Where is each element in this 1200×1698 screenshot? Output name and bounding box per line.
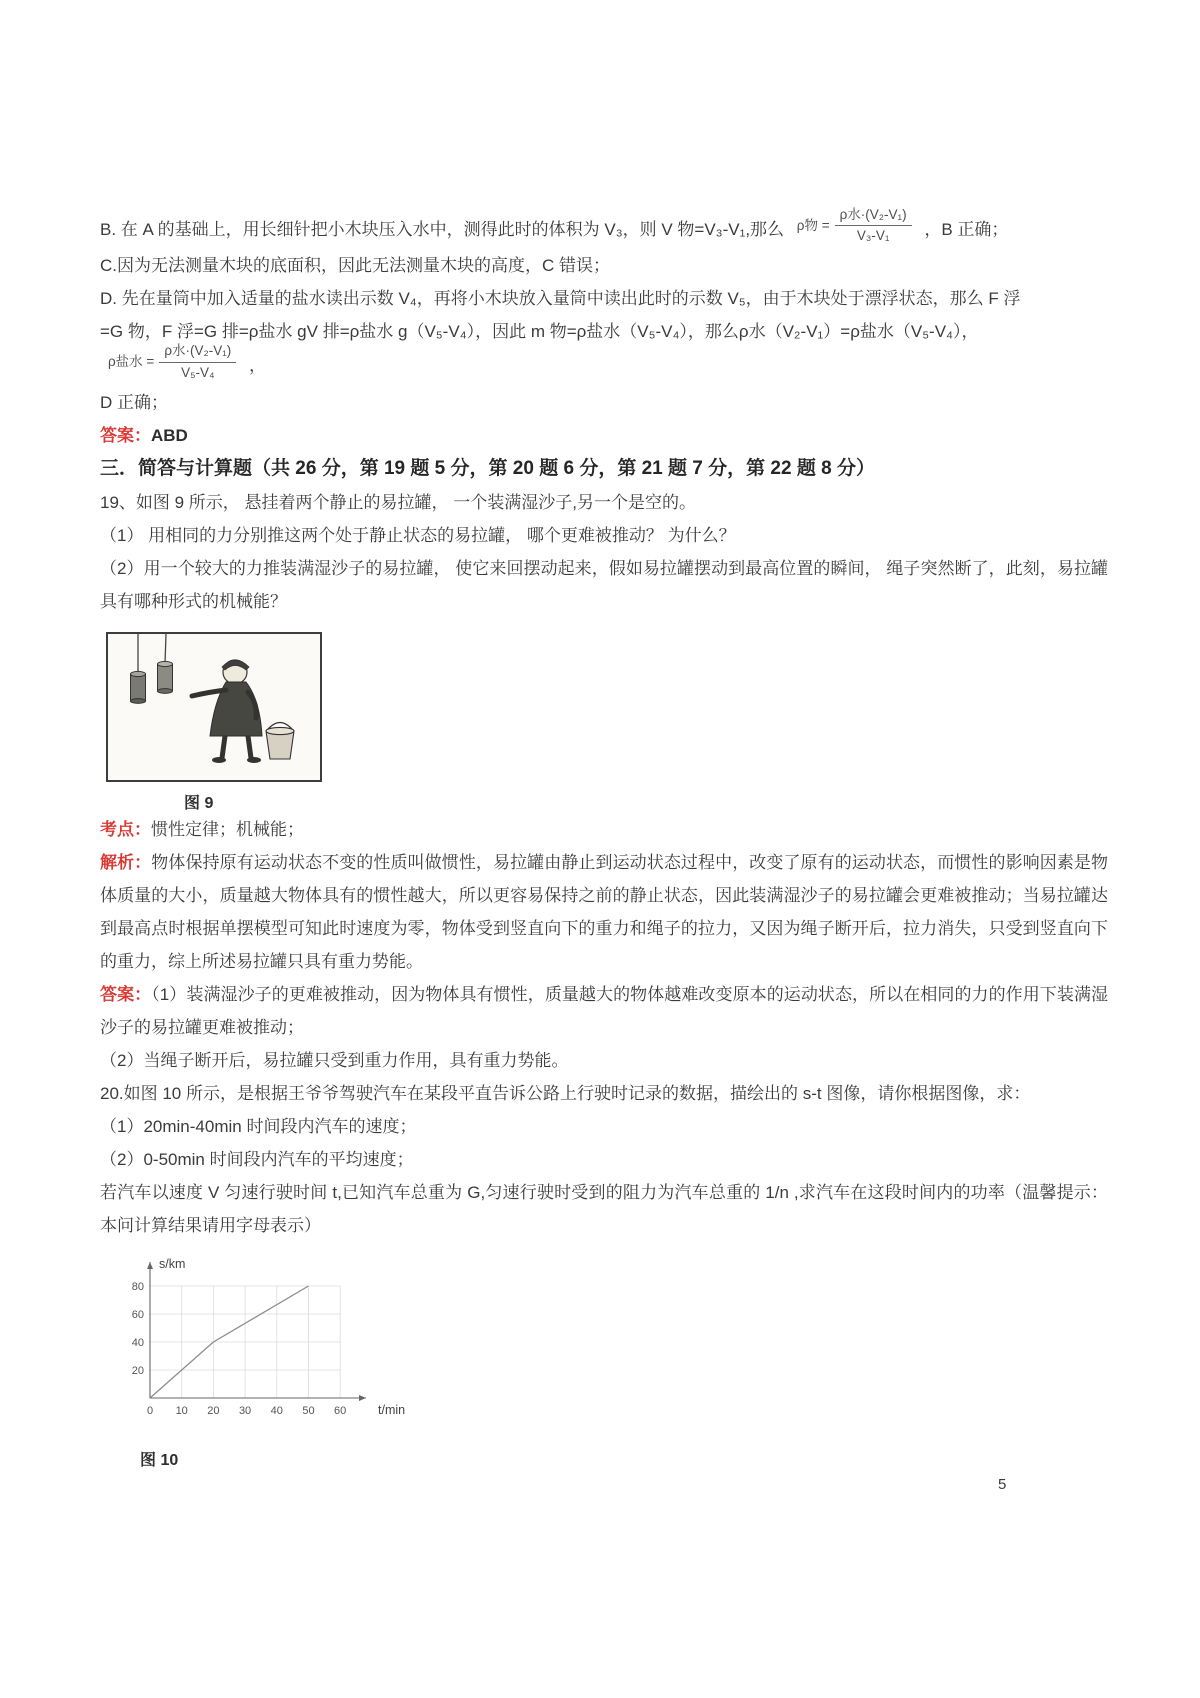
figure-10-chart (108, 1256, 1108, 1433)
figure-9-sketch (108, 634, 316, 776)
formula1-lhs: ρ物 = (796, 217, 830, 233)
kaodian-text: 惯性定律；机械能； (151, 819, 304, 839)
formula-density-saltwater (108, 343, 236, 380)
q20-part3: 若汽车以速度 V 匀速行驶时间 t,已知汽车总重为 G,匀速行驶时受到的阻力为汽车总重的 1/n ,求汽车在这段时间内的功率（温馨提示：本问计算结果请用字母表示） (100, 1182, 1108, 1235)
document-content (100, 207, 1109, 1470)
y-tick-label: 40 (131, 1336, 144, 1349)
formula1-fraction (835, 207, 912, 244)
q19-jiexi (100, 846, 1108, 978)
x-tick-label: 50 (302, 1404, 315, 1417)
formula1-denominator: V₃-V₁ (856, 228, 890, 244)
formula2-numerator: ρ水·(V₂-V₁) (159, 343, 236, 362)
solution-answer-line (100, 419, 1108, 452)
solution-line-d3: D 正确； (100, 392, 168, 412)
answer-label: 答案： (100, 425, 151, 445)
q19-answer1 (100, 978, 1108, 1044)
x-tick-label: 60 (334, 1404, 347, 1417)
q19-kaodian (100, 813, 1108, 846)
formula2-lhs: ρ盐水 = (108, 353, 155, 369)
q19-part2: （2）用一个较大的力推装满湿沙子的易拉罐， 使它来回摆动起来，假如易拉罐摆动到最高位置的瞬间， 绳子突然断了，此刻，易拉罐具有哪种形式的机械能？ (100, 558, 1108, 611)
solution-line-d1: D. 先在量筒中加入适量的盐水读出示数 V₄，再将小木块放入量筒中读出此时的示数 V₅，由于木块处于漂浮状态，那么 F 浮 (100, 289, 1021, 309)
bucket (266, 722, 294, 759)
q20-part1: （1）20min-40min 时间段内汽车的速度； (100, 1116, 417, 1136)
formula-density-wood (797, 207, 912, 244)
solution-line-c: C.因为无法测量木块的底面积，因此无法测量木块的高度，C 错误； (100, 256, 610, 276)
y-tick-label: 60 (131, 1308, 144, 1321)
st-graph-svg (108, 1256, 418, 1428)
formula2-denominator: V₅-V₄ (181, 364, 215, 380)
x-tick-label: 20 (207, 1404, 220, 1417)
can-right (158, 661, 173, 693)
person-figure (192, 660, 262, 763)
x-tick-label: 10 (175, 1404, 188, 1417)
y-tick-label: 20 (131, 1364, 144, 1377)
formula2-fraction (159, 343, 236, 380)
q19-answer2: （2）当绳子断开后，易拉罐只受到重力作用，具有重力势能。 (100, 1050, 569, 1070)
page-number: 5 (998, 1476, 1007, 1493)
figure-9-illustration (106, 632, 322, 782)
line-d2-text-pre: =G 物，F 浮=G 排=ρ盐水 gV 排=ρ盐水 g（V₅-V₄），因此 m 物=ρ盐水（V₅-V₄），那么ρ水（V₂-V₁）=ρ盐水（V₅-V₄）， (100, 322, 979, 342)
answer-value: ABD (151, 425, 188, 445)
jiexi-label: 解析： (100, 852, 152, 872)
figure-10-caption: 图 10 (140, 1451, 179, 1469)
y-axis-arrow (147, 1262, 153, 1269)
q20-part2: （2）0-50min 时间段内汽车的平均速度； (100, 1149, 414, 1169)
kaodian-label: 考点： (100, 819, 151, 839)
jiexi-text: 物体保持原有运动状态不变的性质叫做惯性，易拉罐由静止到运动状态过程中，改变了原有的运动状态，而惯性的影响因素是物体质量的大小，质量越大物体具有的惯性越大，所以更容易保持之前的静止状态，因此装满湿沙子的易拉罐会更难被推动；当易拉罐达到最高点时根据单摆模型可知此时速度为零，物体受到竖直向下的重力和绳子的拉力，又因为绳子断开后，拉力消失，只受到竖直向下的重力，综上所述易拉罐只具有重力势能。 (100, 852, 1109, 971)
x-tick-label: 30 (238, 1404, 252, 1417)
figure-9-caption: 图 9 (184, 794, 214, 812)
x-axis-arrow (359, 1395, 366, 1401)
line-b-text-post: ，B 正确； (924, 220, 1009, 240)
q19-answer-label: 答案： (100, 984, 152, 1004)
y-axis-title: s/km (159, 1256, 186, 1271)
string-right (165, 634, 166, 664)
line-d2-text-post: ， (249, 356, 267, 376)
y-tick-label: 80 (131, 1280, 144, 1293)
can-left (131, 671, 146, 703)
solution-line-d2 (100, 315, 1108, 385)
x-tick-label: 40 (270, 1404, 283, 1417)
line-b-text-pre: B. 在 A 的基础上，用长细针把小木块压入水中，测得此时的体积为 V₃，则 V 物=V₃-V₁,那么 (100, 220, 785, 240)
q19-stem: 19、如图 9 所示， 悬挂着两个静止的易拉罐， 一个装满湿沙子,另一个是空的。 (100, 492, 696, 512)
q19-part1: （1） 用相同的力分别推这两个处于静止状态的易拉罐， 哪个更难被推动？ 为什么？ (100, 525, 736, 545)
x-axis-title: t/min (378, 1402, 406, 1417)
section-heading: 三．简答与计算题（共 26 分，第 19 题 5 分，第 20 题 6 分，第 21 题 7 分，第 22 题 8 分） (100, 457, 875, 479)
q19-answer1-text: （1）装满湿沙子的更难被推动，因为物体具有惯性，质量越大的物体越难改变原本的运动状态，所以在相同的力的作用下装满湿沙子的易拉罐更难被推动； (100, 984, 1109, 1037)
q20-stem: 20.如图 10 所示，是根据王爷爷驾驶汽车在某段平直告诉公路上行驶时记录的数据，描绘出的 s-t 图像，请你根据图像，求： (100, 1083, 1031, 1103)
solution-line-b (100, 207, 1108, 249)
x-tick-label: 0 (146, 1404, 154, 1417)
formula1-numerator: ρ水·(V₂-V₁) (835, 207, 912, 226)
